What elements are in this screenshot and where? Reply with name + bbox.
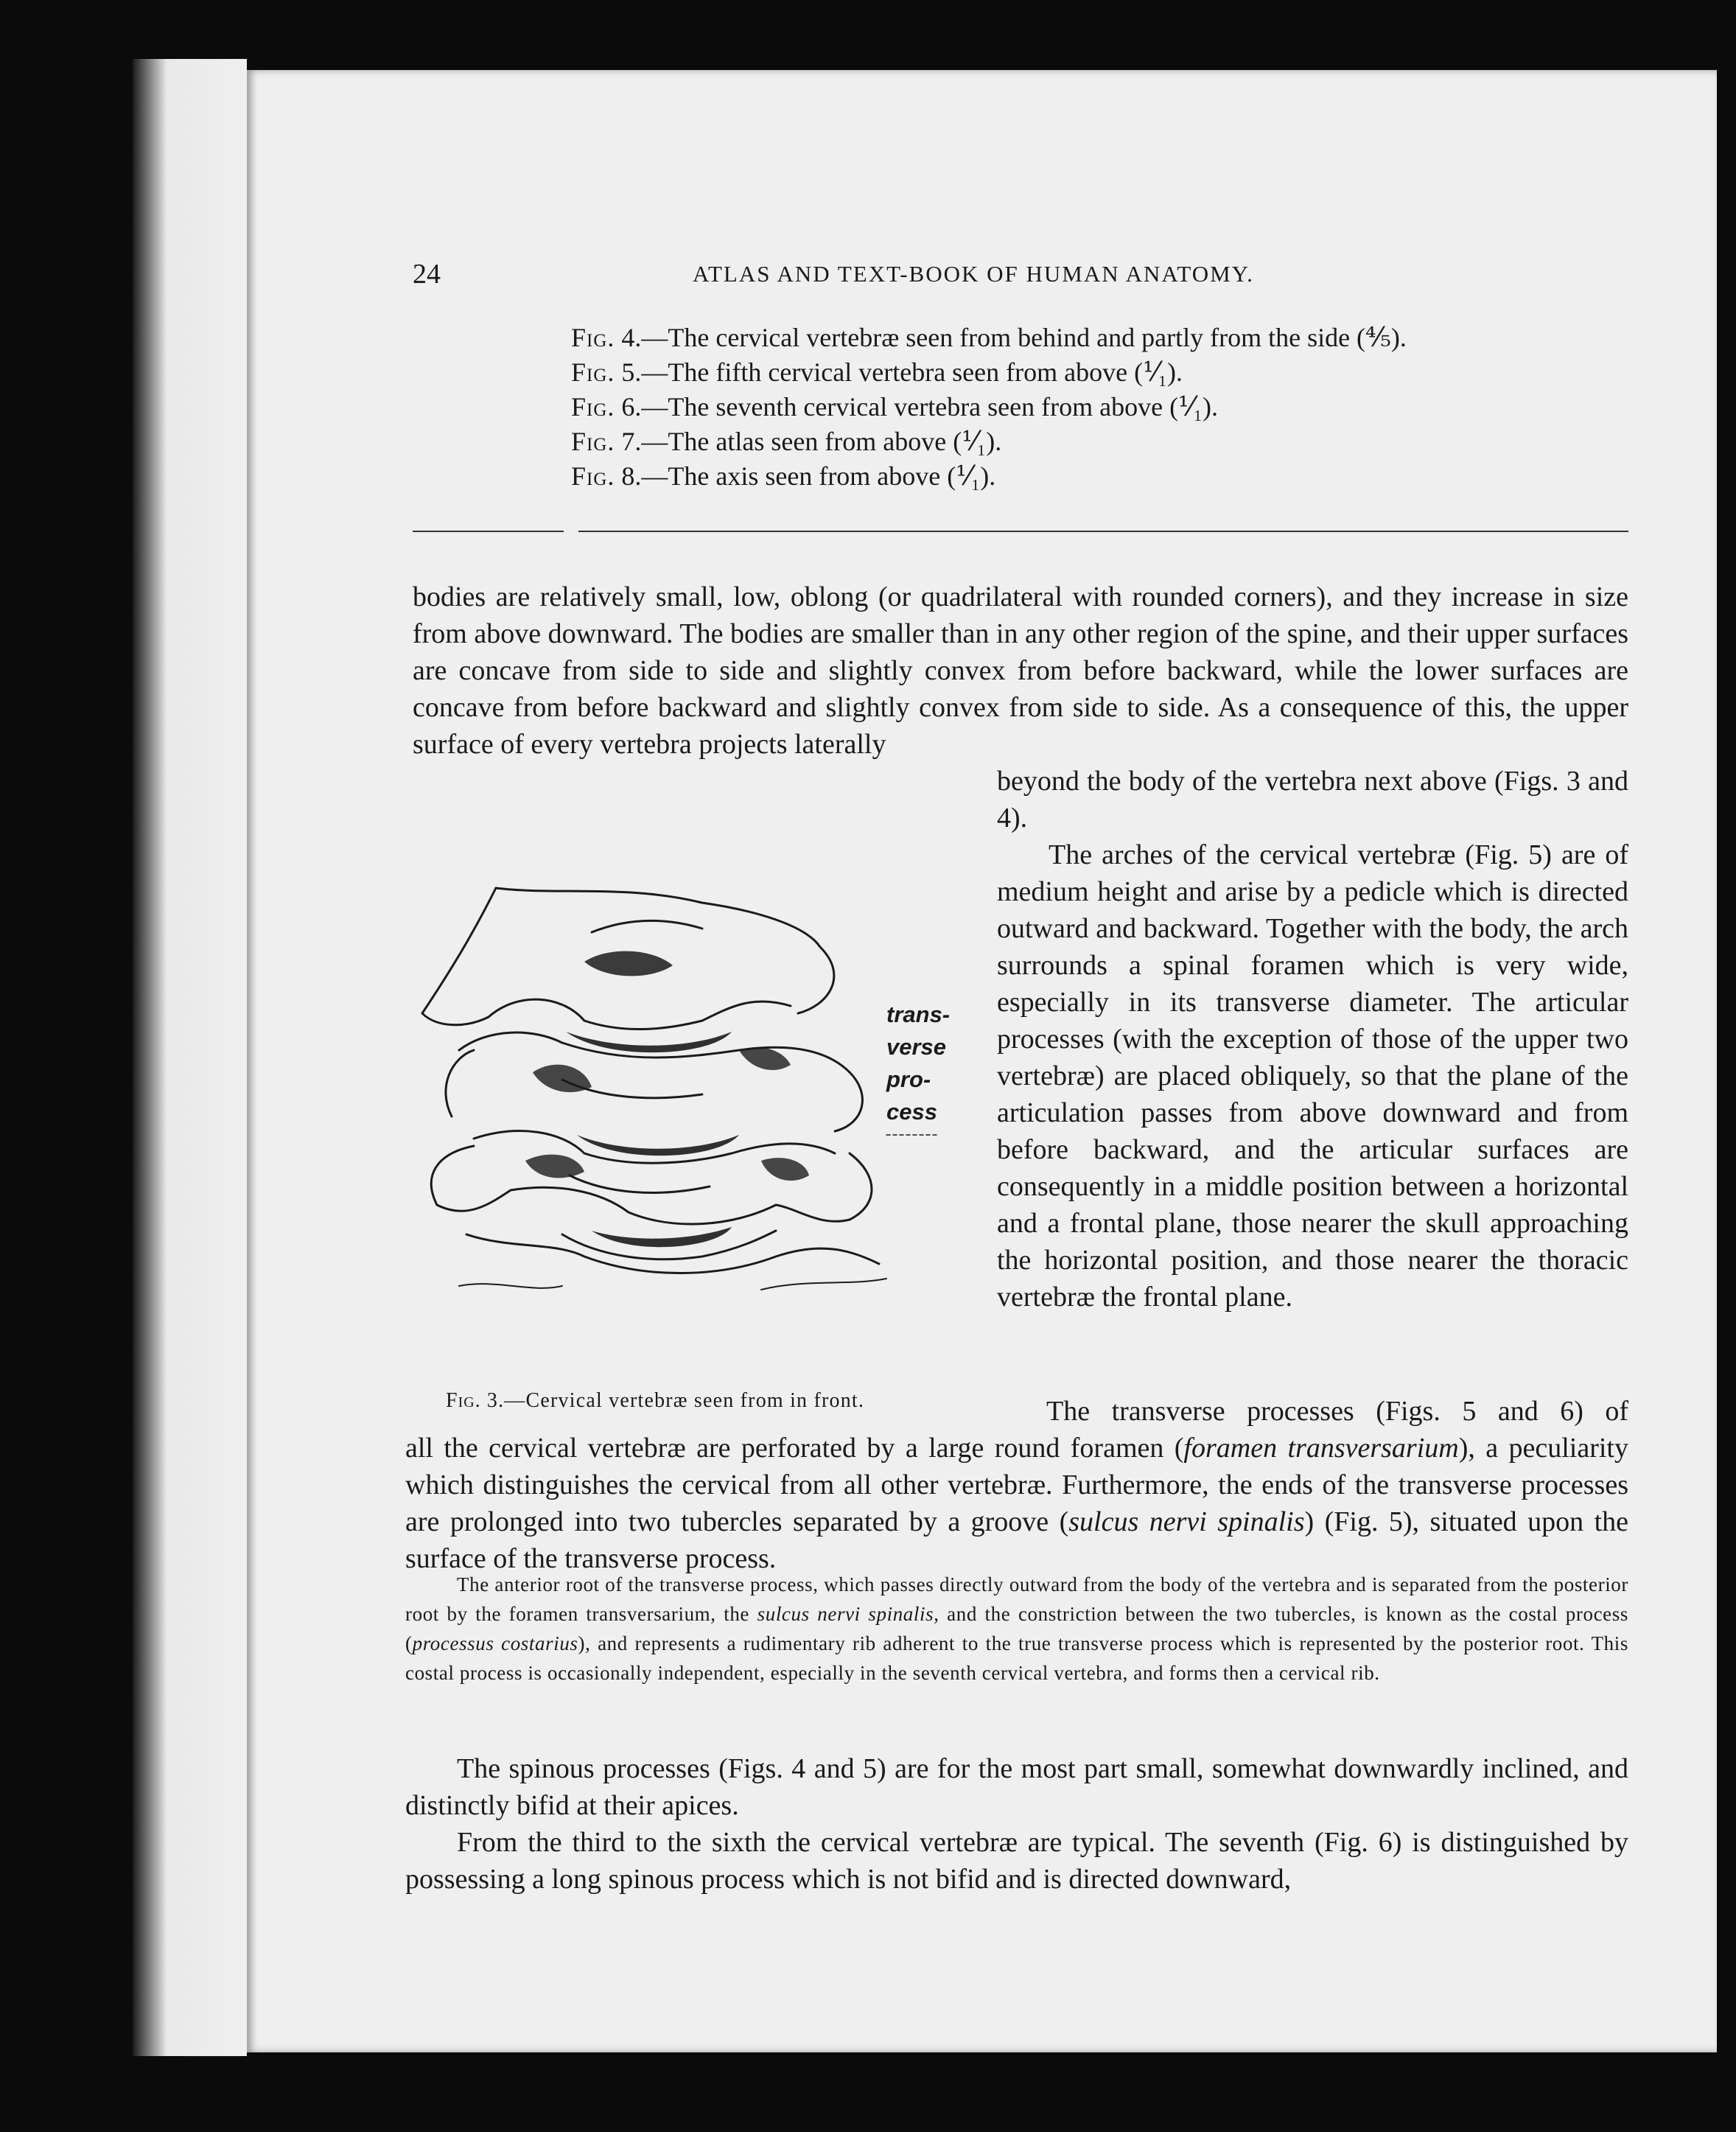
paragraph-seventh: From the third to the sixth the cervical vertebræ are typical. The seventh (Fig. 6) is distinguished by possessing a long spinous process which is not bifid and is directed downward, [405,1827,1628,1895]
book-page [247,70,1717,2052]
figure-label-transverse-process: trans- verse pro- cess [886,1002,951,1125]
paragraph-arches: The arches of the cervical vertebræ (Fig. 5) are of medium height and arise by a pedicle which is directed outward and backward. Together with the body, the arch surrounds a spinal foramen which is very wide, especially in its transverse diameter. The articular processes (with the exception of those of the upper two vertebræ) are placed obliquely, so that the plane of the articulation passes from above downward and from before backward, and the articular surfaces are consequently in a middle position between a horizontal and a frontal plane, those nearer the skull approaching the horizontal position, and those nearer the thoracic vertebræ the frontal plane. [997,839,1628,1313]
figure-list-item: Fig. 6.—The seventh cervical vertebra seen from above (⅟₁). [571,392,1219,422]
paragraph-transverse: all the cervical vertebræ are perforated by a large round foramen (foramen transversarium), a peculiarity which distinguishes the cervical from all other vertebræ. Furthermore, the ends of the transverse processes are prolonged into two tubercles separated by a groove (sulcus nervi spinalis) (Fig. 5), situated upon the surface of the transverse process. [405,1433,1629,1574]
paragraph-spinous: The spinous processes (Figs. 4 and 5) are for the most part small, somewhat downwardly inclined, and distinctly bifid at their apices. [405,1753,1628,1821]
figure-list-item: Fig. 7.—The atlas seen from above (⅟₁). [571,427,1002,456]
figure-caption: Fig. 3.—Cervical vertebræ seen from in front. [446,1389,865,1412]
rule-gap [564,526,578,534]
paragraph-beyond: beyond the body of the vertebra next above (Figs. 3 and 4). [997,766,1628,833]
figure-list-item: Fig. 5.—The fifth cervical vertebra seen from above (⅟₁). [571,357,1183,387]
page-number: 24 [413,259,441,290]
scan-edge [133,59,247,2056]
figure-cervical-vertebrae [407,807,990,1308]
small-print-note: The anterior root of the transverse process, which passes directly outward from the body of the vertebra and is separated from the posterior root by the foramen transversarium, the sulcus nervi spinalis, and the constriction between the two tubercles, is known as the costal process (processus costarius), and represents a rudimentary rib adherent to the true transverse process which is represented by the posterior root. This costal process is occasionally independent, especially in the seventh cervical vertebra, and forms then a cervical rib. [405,1573,1628,1684]
section-rule [413,531,1628,532]
running-title: ATLAS AND TEXT-BOOK OF HUMAN ANATOMY. [693,261,1254,287]
figure-list-item: Fig. 8.—The axis seen from above (⅟₁). [571,461,996,491]
figure-list [571,321,1407,494]
figure-list-item: Fig. 4.—The cervical vertebræ seen from behind and partly from the side (⅘). [571,323,1407,352]
running-head [413,258,1628,295]
paragraph-bodies: bodies are relatively small, low, oblong (or quadrilateral with rounded corners), and they increase in size from above downward. The bodies are smaller than in any other region of the spine, and their upper surfaces are concave from side to side and slightly convex from before backward, while the lower surfaces are concave from before backward and slightly convex from side to side. As a consequence of this, the upper surface of every vertebra projects laterally [413,581,1628,760]
paragraph-transverse-lead: The transverse processes (Figs. 5 and 6) of [1046,1396,1628,1427]
